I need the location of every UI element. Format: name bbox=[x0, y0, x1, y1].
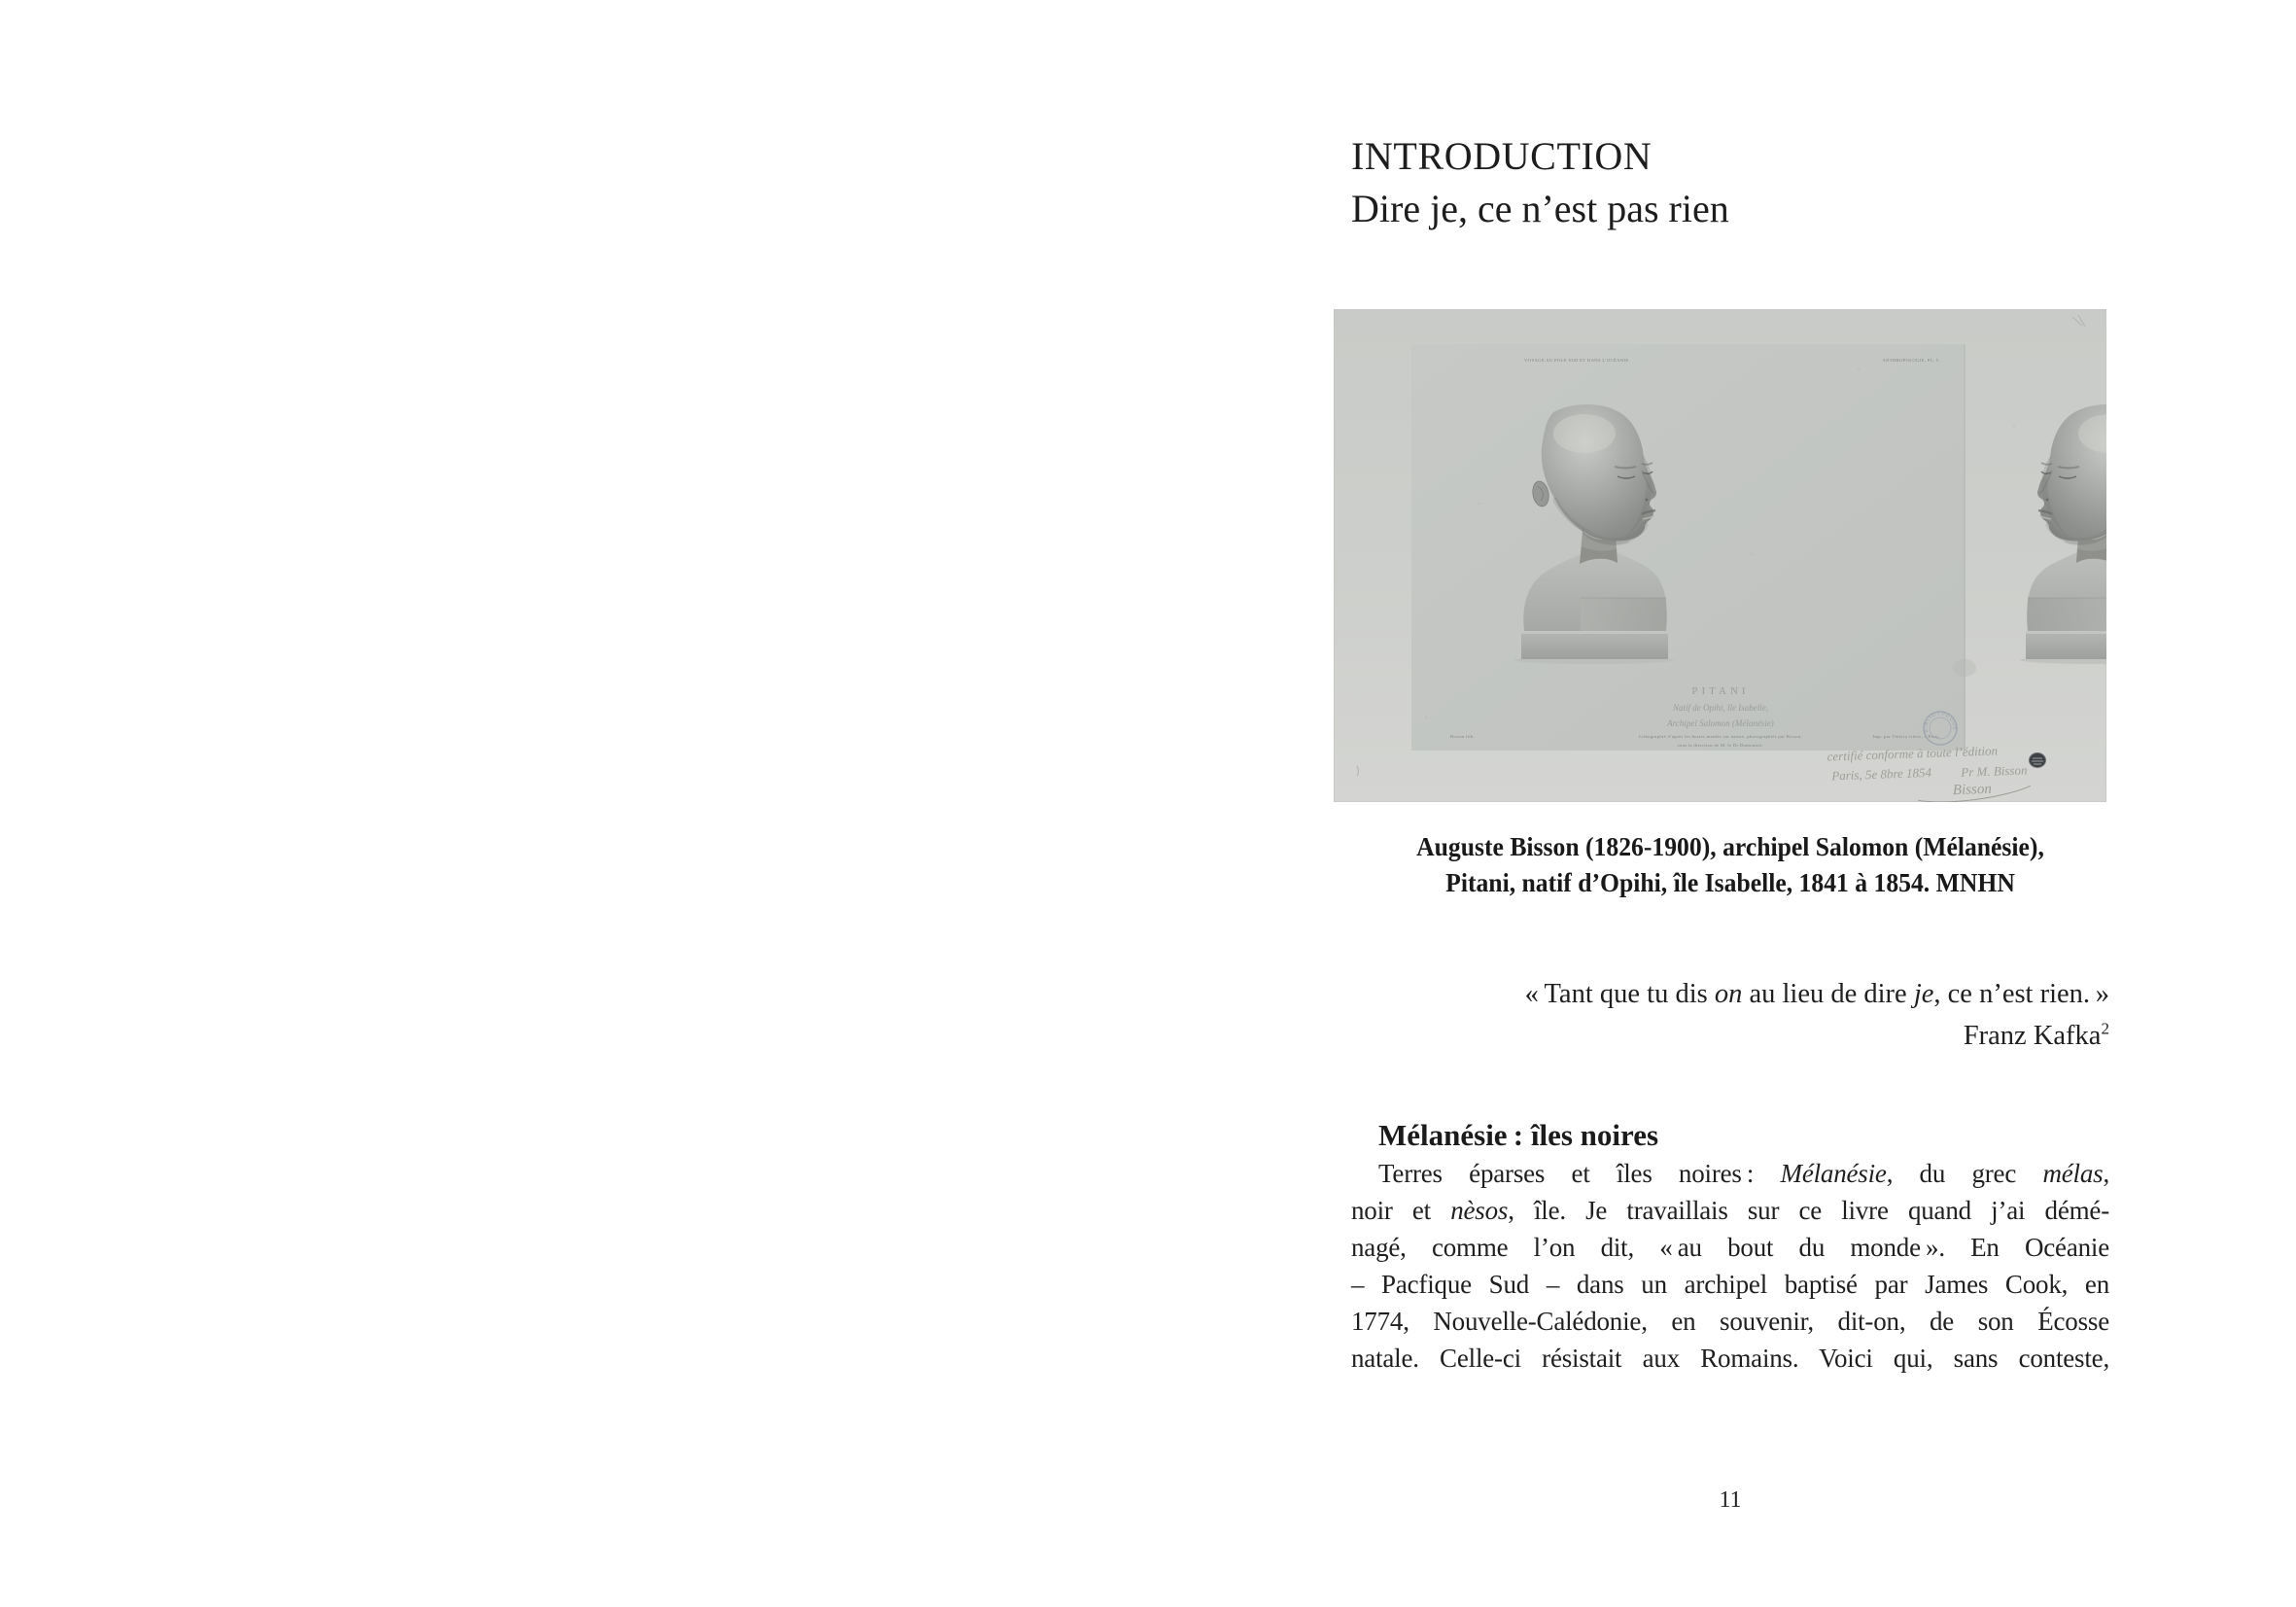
chapter-title-block bbox=[1351, 130, 2129, 235]
section-heading: Mélanésie : îles noires bbox=[1378, 1118, 1659, 1152]
plate-credit-left-label: Bisson lith. bbox=[1450, 734, 1476, 739]
annotation-signature: Bisson bbox=[1952, 781, 1993, 799]
page-title: INTRODUCTION bbox=[1351, 134, 1652, 178]
quote-attribution: Franz Kafka$^2$ bbox=[1963, 1019, 2109, 1051]
annotation-line-1: certifié conforme à toute l’édition bbox=[1826, 743, 1999, 764]
plate-credit-center-label-1: Lithographié d’après les bustes moulés sur nature, photographiés par Bisson, bbox=[1639, 734, 1802, 739]
body-line: nagé, comme l’on dit, « au bout du monde ». En Océanie bbox=[1351, 1233, 2109, 1262]
plate-script-caption-1: Natif de Opihi, île Isabelle, bbox=[1673, 703, 1768, 713]
figure-caption-line-1: Auguste Bisson (1826-1900), archipel Salomon (Mélanésie), bbox=[1416, 832, 2044, 861]
epigraph-quote bbox=[1351, 973, 2109, 1057]
plate-photograph bbox=[1334, 309, 2106, 802]
plate-photograph-svg bbox=[1334, 309, 2106, 802]
quote-text: « Tant que tu dis on au lieu de dire je, ce n’est rien. » bbox=[1524, 979, 2109, 1009]
plate-header-right-label: ANTHROPOLOGIE, PL. 5. bbox=[1882, 358, 1940, 363]
plate-script-caption-2: Archipel Salomon (Mélanésie) bbox=[1667, 718, 1774, 728]
body-line: natale. Celle-ci résistait aux Romains. Voici qui, sans conteste, bbox=[1351, 1344, 2109, 1373]
plate-header-left-label: VOYAGE AU POLE SUD ET DANS L’OCÉANIE. bbox=[1524, 358, 1631, 363]
body-line: – Pacfique Sud – dans un archipel baptisé par James Cook, en bbox=[1351, 1270, 2109, 1299]
page-number: 11 bbox=[1719, 1487, 1742, 1513]
body-line: 1774, Nouvelle-Calédonie, en souvenir, dit-on, de son Écosse bbox=[1351, 1307, 2109, 1336]
page-subtitle: Dire je, ce n’est pas rien bbox=[1351, 187, 1729, 230]
plate-credit-right-label: Imp. par Thierry frères, à Paris. bbox=[1872, 734, 1940, 739]
plate-sheet bbox=[1411, 344, 1966, 751]
annotation-line-2: Paris, 5e 8bre 1854 bbox=[1831, 764, 1932, 784]
figure-caption bbox=[1371, 829, 2091, 901]
body-line: Terres éparses et îles noires : Mélanésie, du grec mélas, bbox=[1378, 1159, 2109, 1188]
collection-stamp bbox=[2030, 753, 2046, 768]
body-paragraph bbox=[1351, 1155, 2109, 1377]
figure-caption-line-2: Pitani, natif d’Opihi, île Isabelle, 1841 à 1854. MNHN bbox=[1445, 868, 2015, 897]
paper-stain bbox=[1953, 659, 1976, 677]
body-line: noir et nèsos, île. Je travaillais sur ce livre quand j’ai démé- bbox=[1351, 1196, 2109, 1225]
plate-title-label: PITANI bbox=[1691, 685, 1750, 697]
svg-text:BIBLIOTHÈQUE: BIBLIOTHÈQUE bbox=[1923, 711, 1958, 733]
annotation-line-3: Pr M. Bisson bbox=[1960, 762, 2028, 780]
plate-credit-center-label-2: sous la direction de M. le Dr Dumoutier. bbox=[1677, 743, 1764, 748]
